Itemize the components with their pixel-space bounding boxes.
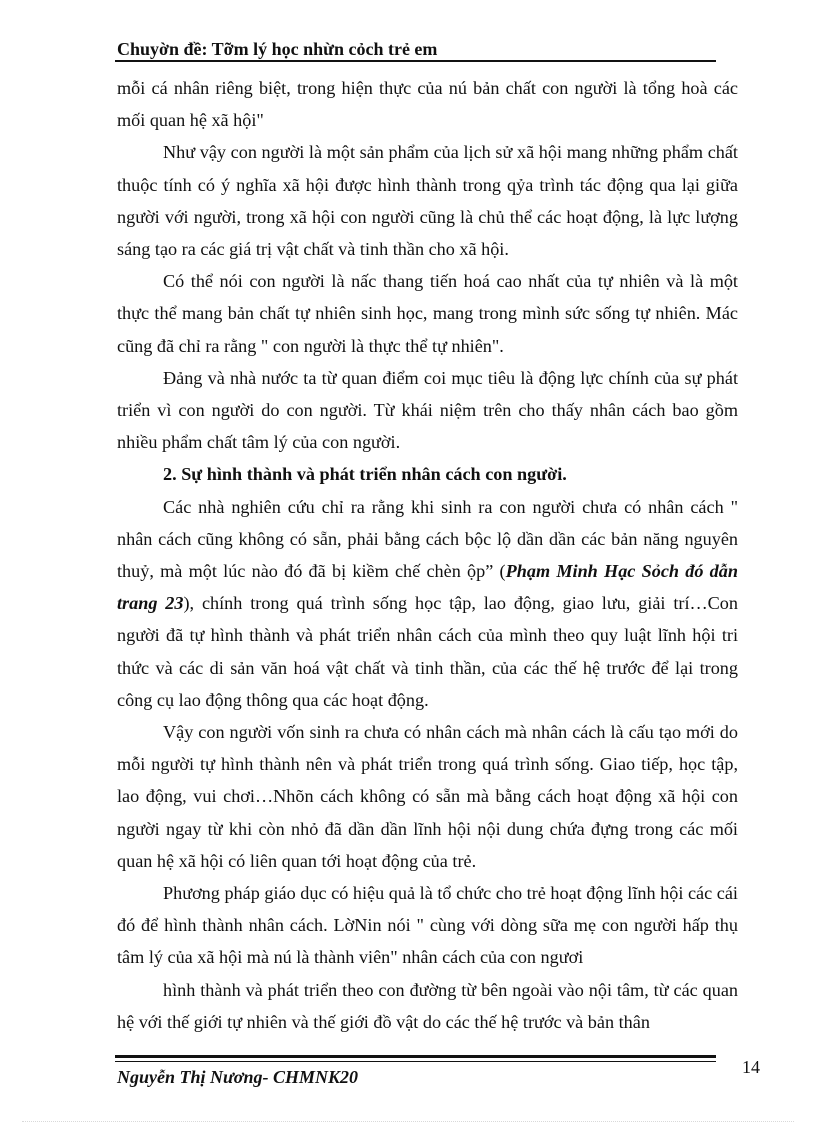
section-heading-text: 2. Sự hình thành và phát triển nhân cách con người. bbox=[163, 464, 567, 485]
section-heading bbox=[117, 458, 738, 490]
footer-rule bbox=[115, 1055, 716, 1058]
page-number: 14 bbox=[742, 1057, 760, 1077]
page-header-title: Chuyờn đề: Tỡm lý học nhừn cỏch trẻ em bbox=[117, 39, 438, 59]
paragraph: Như vậy con người là một sản phẩm của lịch sử xã hội mang những phẩm chất thuộc tính có ý nghĩa xã hội được hình thành trong qỷa trình tác động qua lại giữa người với người, trong xã hội con người cũng là chủ thể các hoạt động, là lực lượng sáng tạo ra các giá trị vật chất và tinh thần cho xã hội. bbox=[117, 142, 738, 260]
paragraph: Đảng và nhà nước ta từ quan điểm coi mục tiêu là động lực chính của sự phát triển vì con người do con người. Từ khái niệm trên cho thấy nhân cách bao gồm nhiều phẩm chất tâm lý của con người. bbox=[117, 367, 738, 453]
header-rule bbox=[115, 60, 716, 62]
paragraph: Có thể nói con người là nấc thang tiến hoá cao nhất của tự nhiên và là một thực thể mang bản chất tự nhiên sinh học, mang trong mình sức sống tự nhiên. Mác cũng đã chỉ ra rằng " con người là thực thể tự nhiên". bbox=[117, 271, 738, 356]
page-bottom-border bbox=[22, 1121, 794, 1122]
footer-author: Nguyễn Thị Nương- CHMNK20 bbox=[117, 1067, 358, 1087]
document-body bbox=[117, 72, 738, 1038]
paragraph-text: Các nhà nghiên cứu chỉ ra rằng khi sinh ra con người chưa có nhân cách " nhân cách cũng không có sẵn, phải bằng cách bộc lộ dần dần các bản năng nguyên thuỷ, mà một lúc nào đó đã bị kiềm chế chèn ộp” ( bbox=[117, 496, 738, 582]
footer-rule bbox=[115, 1061, 716, 1062]
paragraph bbox=[117, 491, 738, 716]
paragraph: Vậy con người vốn sinh ra chưa có nhân cách mà nhân cách là cấu tạo mới do mỗi người tự hình thành nên và phát triển trong quá trình sống. Giao tiếp, học tập, lao động, vui chơi…Nhõn cách không có sẵn mà bằng cách hoạt động xã hội con người ngay từ khi còn nhỏ đã dần dần lĩnh hội nội dung chứa đựng trong các mối quan hệ xã hội có liên quan tới hoạt động của trẻ. bbox=[117, 722, 738, 871]
citation: Phạm Minh Hạc Sỏch đó dẫn trang 23 bbox=[117, 561, 738, 614]
paragraph: Phương pháp giáo dục có hiệu quả là tổ chức cho trẻ hoạt động lĩnh hội các cái đó để hình thành nhân cách. LờNin nói " cùng với dòng sữa mẹ con người hấp thụ tâm lý của xã hội mà nú là thành viên" nhân cách của con ngươi bbox=[117, 883, 738, 968]
paragraph-text: ), chính trong quá trình sống học tập, lao động, giao lưu, giải trí…Con người đã tự hình thành và phát triển nhân cách của mình theo quy luật lĩnh hội tri thức và các di sản văn hoá vật chất và tinh thần, của các thế hệ trước để lại trong công cụ lao động thông qua các hoạt động. bbox=[117, 593, 738, 710]
paragraph: mỗi cá nhân riêng biệt, trong hiện thực của nú bản chất con người là tổng hoà các mối quan hệ xã hội" bbox=[117, 78, 738, 131]
paragraph: hình thành và phát triển theo con đường từ bên ngoài vào nội tâm, từ các quan hệ với thế giới tự nhiên và thế giới đồ vật do các thế hệ trước và bản thân bbox=[117, 979, 738, 1032]
